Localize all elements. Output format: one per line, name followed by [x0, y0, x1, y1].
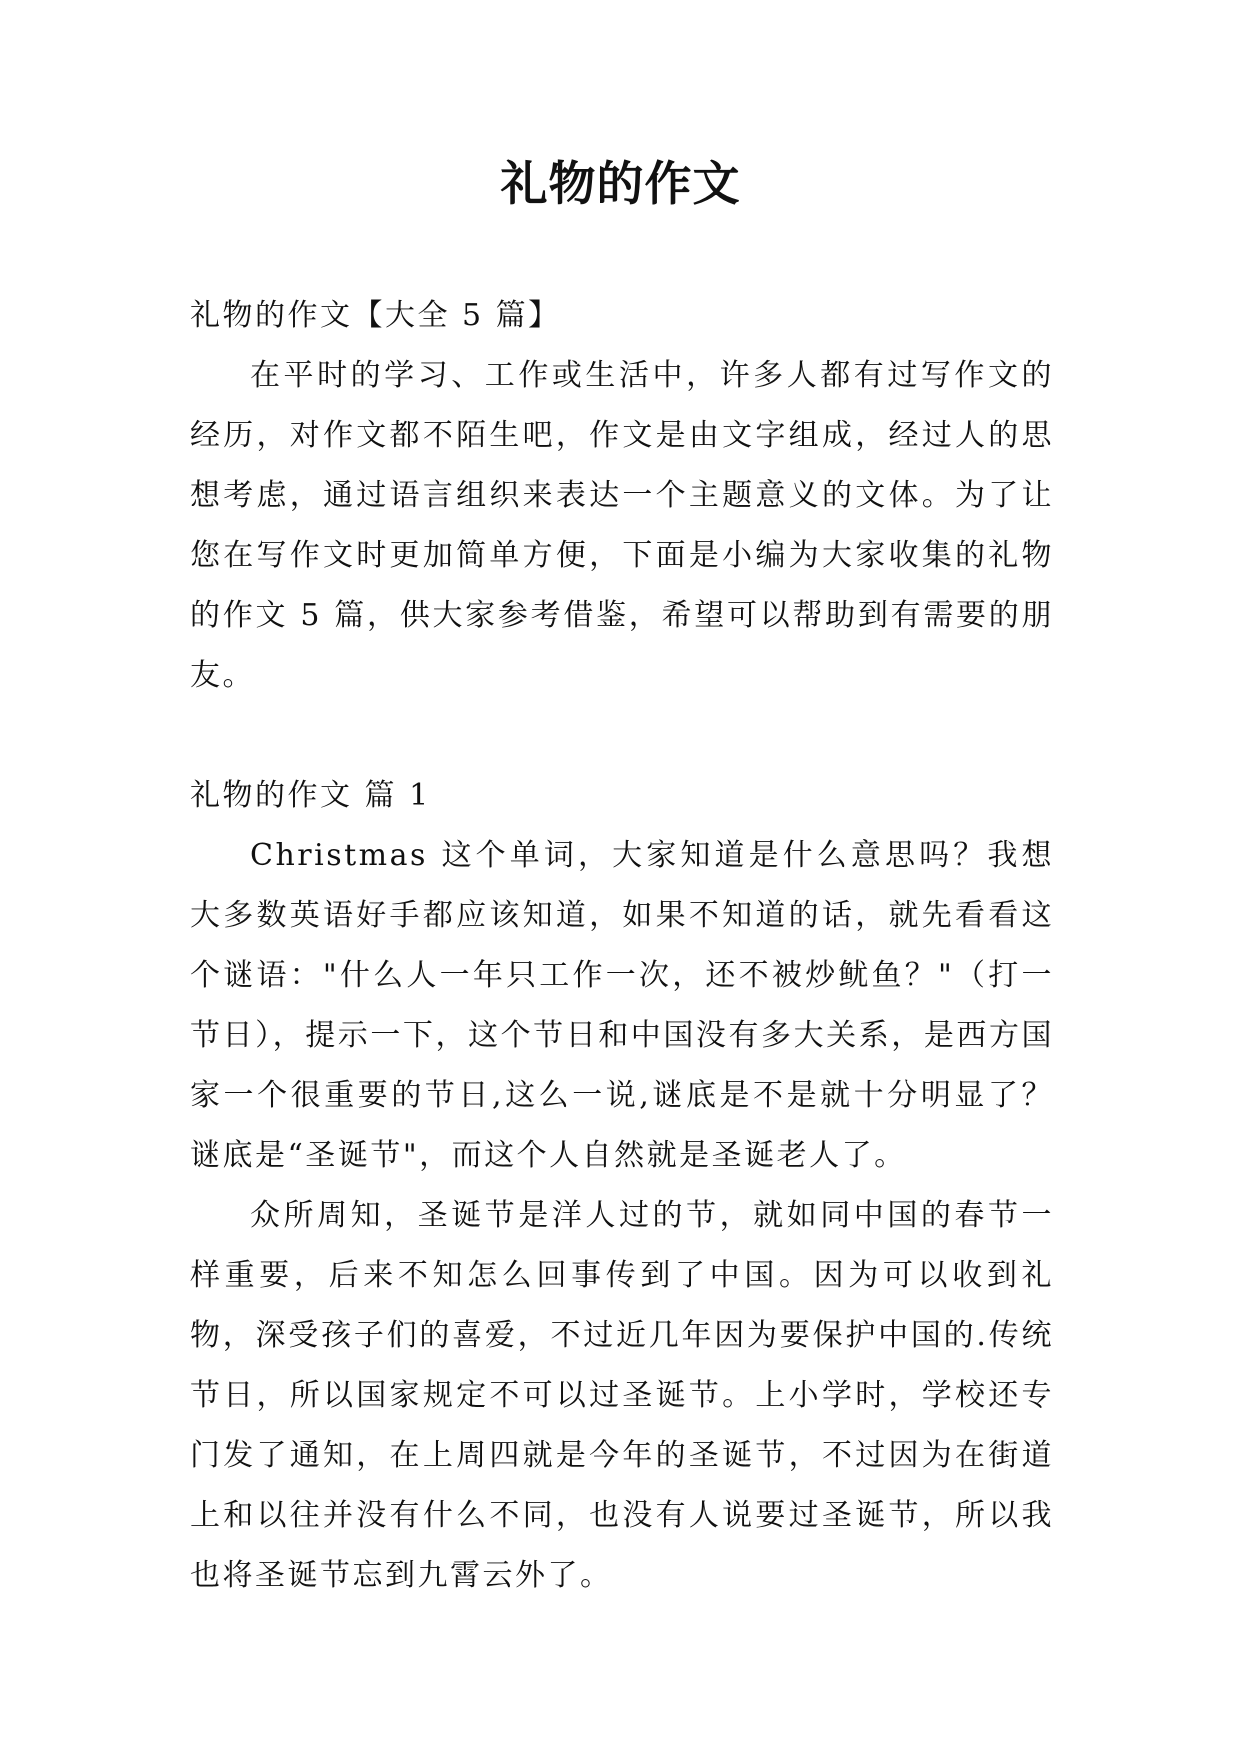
essay-1-paragraph-1: Christmas 这个单词，大家知道是什么意思吗？我想大多数英语好手都应该知道，如果不知道的话，就先看看这个谜语："什么人一年只工作一次，还不被炒鱿鱼？"（打一节日），提示一下，这个节日和中国没有多大关系，是西方国家一个很重要的节日,这么一说,谜底是不是就十分明显了？谜底是“圣诞节"，而这个人自然就是圣诞老人了。 — [190, 838, 1054, 1173]
section-spacer — [190, 706, 1054, 766]
section-intro — [190, 286, 1054, 706]
document-body — [190, 286, 1054, 1606]
section-essay-1 — [190, 766, 1054, 1606]
intro-paragraph: 在平时的学习、工作或生活中，许多人都有过写作文的经历，对作文都不陌生吧，作文是由文字组成，经过人的思想考虑，通过语言组织来表达一个主题意义的文体。为了让您在写作文时更加简单方便，下面是小编为大家收集的礼物的作文 5 篇，供大家参考借鉴，希望可以帮助到有需要的朋友。 — [190, 358, 1054, 693]
section-heading: 礼物的作文【大全 5 篇】 — [190, 298, 561, 333]
essay-1-paragraph-2: 众所周知，圣诞节是洋人过的节，就如同中国的春节一样重要，后来不知怎么回事传到了中国。因为可以收到礼物，深受孩子们的喜爱，不过近几年因为要保护中国的.传统节日，所以国家规定不可以过圣诞节。上小学时，学校还专门发了通知，在上周四就是今年的圣诞节，不过因为在街道上和以往并没有什么不同，也没有人说要过圣诞节，所以我也将圣诞节忘到九霄云外了。 — [190, 1198, 1054, 1593]
document-title: 礼物的作文 — [500, 157, 741, 212]
section-heading: 礼物的作文 篇 1 — [190, 778, 431, 813]
